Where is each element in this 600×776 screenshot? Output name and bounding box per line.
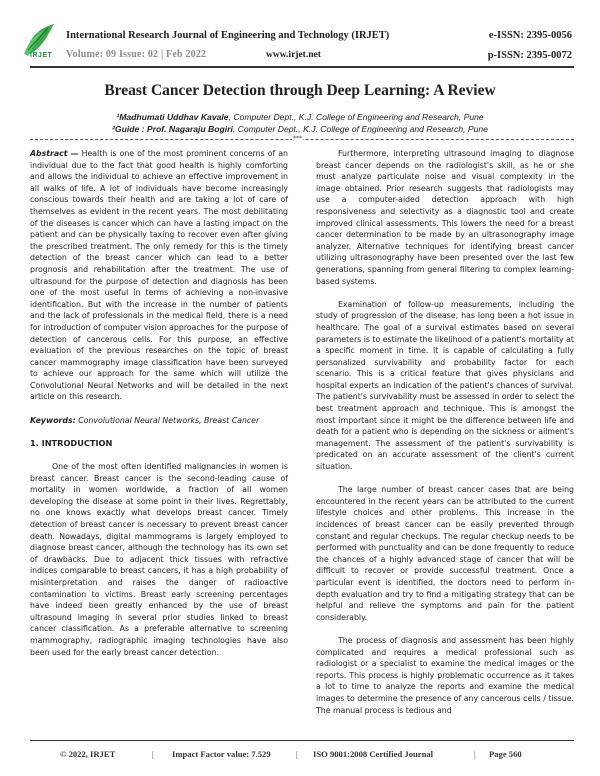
author2-affiliation: , Computer Dept., K.J. College of Engineering and Research, Pune [232, 124, 488, 134]
left-column [30, 148, 288, 670]
keywords-label: Keywords: [30, 415, 76, 425]
e-issn: e-ISSN: 2395-0056 [488, 30, 572, 41]
page-header [0, 0, 600, 72]
section-heading-introduction: 1. INTRODUCTION [30, 437, 113, 448]
body-paragraph: Furthermore, interpreting ultrasound imaging to diagnose breast cancer depends on the radiologist's skill, as he or she must analyze particulate noise and visual complexity in the image obtained. Prior research suggests that radiologists may use a computer-aided detection approach with high responsiveness and selectivity as a diagnostic tool and create improved clinical assessments. This lowers the need for a breast cancer determination to be made by an ultrasonography image analyzer. Alternative techniques for identifying breast cancer utilizing ultrasonography have been presented over the last few generations, spanning from general filtering to complex learning-based systems. [316, 149, 574, 286]
keywords [30, 415, 288, 427]
journal-website-link[interactable]: www.irjet.net [266, 50, 321, 60]
irjet-logo-icon [18, 20, 60, 66]
body-paragraph: Examination of follow-up measurements, including the study of progression of the disease, has long been a hot issue in healthcare. The goal of a survival estimates based on several parameters is to estimate the likelihood of a patient's mortality at a specific moment in time. It is capable of calculating a fully personalized survivability and probability factor for each scenario. This is a critical feature that gives physicians and hospital experts an indication of the patient's chances of survival. The patient's survivability must be assessed in order to select the best treatment approach and technique. This is amongst the most important since it might be the difference between life and death for a patient who is depending on the sickness or ailment's management. The assessment of the patient's survivability is predicated on an accurate assessment of the client's current situation. [316, 299, 574, 472]
footer-impact-factor: Impact Factor value: 7.529 [172, 749, 271, 759]
body-paragraph: The large number of breast cancer cases that are being encountered in the recent years can be attributed to the current lifestyle choices and other problems. This increase in the incidences of breast cancer can be easily prevented through constant and regular checkups. The regular checkup needs to be performed with punctuality and can be done frequently to reduce the chances of a highly advanced stage of cancer that will be difficult to recover or provide successful treatment. Once a particular event is identified, the doctors need to perform in-depth evaluation and try to find a mitigating strategy that can be helpful and relieve the symptoms and pain for the patient considerably. [316, 485, 574, 622]
footer-separator: | [296, 749, 298, 759]
paper-title: Breast Cancer Detection through Deep Learning: A Review [104, 82, 496, 99]
author-line-2 [0, 124, 600, 134]
author-line-1 [0, 112, 600, 122]
right-column [316, 148, 574, 728]
keywords-text: Convolutional Neural Networks, Breast Cancer [75, 415, 260, 425]
footer-iso: ISO 9001:2008 Certified Journal [313, 749, 434, 759]
author1-affiliation: , Computer Dept., K.J. College of Engineering and Research, Pune [228, 112, 484, 122]
abstract-text: Health is one of the most prominent concerns of an individual due to the fact that good health is highly comforting and allows the individual to achieve an effective improvement in all walks of life. A lot of individuals have become increasingly conscious towards their health and are taking a lot of care of themselves as evident in the recent years. The most debilitating of the diseases is cancer which can have a lasting impact on the patient and can be physically taxing to recover even after giving the prescribed treatment. The only remedy for this is the timely detection of the breast cancer which can lead to a better prognosis and rehabilitation after the treatment. The use of ultrasound for the purpose of detection and diagnosis has been one of the most useful in terms of achieving a non-invasive identification. But with the increase in the number of patients and the lack of professionals in the medical field, there is a need for introduction of computer vision approaches for the purpose of detection of cancerous cells. For this purpose, an effective evaluation of the previous researches on the topic of breast cancer mammography image classification have been surveyed to achieve our approach for the same which will utilize the Convolutional Neural Networks and will be detailed in the next article on this research. [30, 149, 289, 402]
intro-paragraph: One of the most often identified malignancies in women is breast cancer. Breast cancer is the second-leading cause of mortality in women worldwide, a fraction of all women developing the disease at some point in their lives. Regrettably, no one knows exactly what develops breast cancer. Timely detection of breast cancer is necessary to prevent breast cancer death. Nowadays, digital mammograms is largely employed to diagnose breast cancer, although the technology has its own set of drawbacks. Due to adjacent thick tissues with refractive indices comparable to breast cancers, it has a high probability of misinterpretation and raises the danger of radioactive contamination to victims. Breast early screening percentages have indeed been greatly enhanced by the use of breast ultrasound imaging in several prior studies linked to breast cancer classification. As a preferable alternative to screening mammography, radiographic imaging technologies have also been used for the early breast cancer detection. [30, 462, 288, 657]
author2-name: ²Guide : Prof. Nagaraju Bogiri [112, 124, 233, 134]
author1-name: ¹Madhumati Uddhav Kavale [116, 112, 229, 122]
header-divider [30, 66, 574, 68]
separator-stars: *** [293, 135, 302, 142]
body-paragraph: The process of diagnosis and assessment has been highly complicated and requires a medical professional such as radiologist or a specialist to examine the medical images or the reports. This process is highly problematic occurrence as it takes a lot to time to analyze the reports and examine the medical images to determine the presence of any cancerous cells / tissue. The manual process is tedious and [316, 635, 574, 715]
footer-separator: | [474, 749, 476, 759]
p-issn: p-ISSN: 2395-0072 [487, 50, 572, 61]
footer-page-number: Page 560 [489, 749, 522, 759]
footer-copyright: © 2022, IRJET [60, 749, 116, 759]
journal-name: International Research Journal of Engineering and Technology (IRJET) [66, 30, 390, 41]
page-footer [30, 740, 574, 759]
volume-issue: Volume: 09 Issue: 02 | Feb 2022 [66, 49, 207, 60]
logo-text: IRJET [30, 52, 53, 59]
abstract [30, 148, 288, 403]
abstract-label: Abstract — [30, 149, 79, 158]
footer-separator: | [152, 749, 154, 759]
